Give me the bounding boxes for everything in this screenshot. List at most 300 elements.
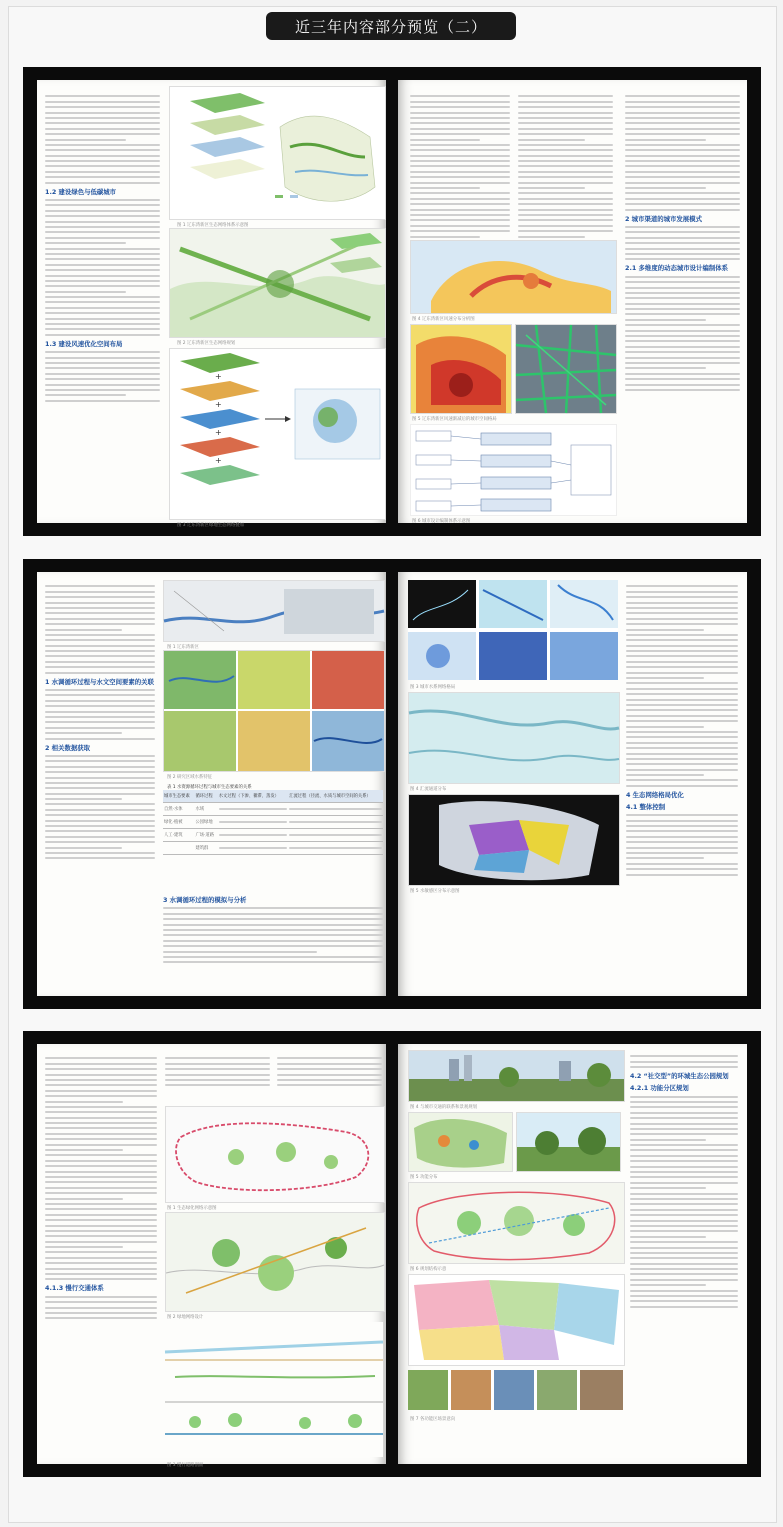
text-line [630, 1268, 738, 1270]
text-line [518, 198, 613, 200]
table-cell: 水域 [194, 803, 217, 816]
text-line [630, 1257, 738, 1259]
text-line [45, 650, 155, 652]
text-line [630, 1160, 738, 1162]
text-line [410, 160, 510, 162]
text-line [45, 106, 160, 108]
text-line [45, 221, 160, 223]
body-text-lines [45, 755, 155, 859]
spread-3-left-page [37, 1044, 386, 1468]
text-line [630, 1214, 738, 1216]
text-line [45, 1214, 157, 1216]
text-line [518, 236, 585, 238]
text-line [625, 144, 740, 146]
body-text-lines [163, 907, 383, 963]
text-line [625, 373, 740, 375]
text-line [630, 1176, 738, 1178]
text-line [45, 199, 160, 201]
text-line [45, 117, 160, 119]
text-line [625, 171, 740, 173]
text-line [45, 226, 160, 228]
text-line [410, 133, 510, 135]
text-line [625, 203, 740, 205]
text-line [45, 1312, 157, 1314]
body-text-lines [630, 1055, 738, 1068]
text-line [45, 1079, 157, 1081]
text-line [410, 225, 510, 227]
text-line [45, 323, 160, 325]
text-line [630, 1171, 738, 1173]
text-line [630, 1106, 738, 1108]
text-line [45, 1095, 157, 1097]
text-line [626, 661, 738, 663]
text-line [626, 874, 738, 876]
ecology-relationship-table [163, 790, 383, 855]
text-line [45, 1084, 157, 1086]
text-line [626, 726, 704, 728]
text-line [45, 171, 160, 173]
body-text-lines [45, 95, 160, 183]
section-heading: 2 城市渠道的城市发展模式 [625, 214, 702, 223]
text-line [45, 237, 160, 239]
text-line [630, 1273, 738, 1275]
text-line [45, 602, 155, 604]
text-line [45, 1257, 157, 1259]
text-line [45, 1278, 157, 1280]
text-line [277, 1057, 382, 1059]
text-line [410, 219, 510, 221]
text-line [626, 814, 738, 816]
text-line [45, 841, 155, 843]
section-heading: 1 水调循环过程与水文空间要素的关联 [45, 677, 154, 686]
text-line [45, 591, 155, 593]
svg-text:+: + [215, 456, 222, 465]
text-line [630, 1133, 738, 1135]
text-line [626, 688, 738, 690]
table-cell [163, 842, 194, 855]
text-line [45, 820, 155, 822]
figure-caption: 图 5 功能分布 [410, 1175, 438, 1180]
text-line [630, 1209, 738, 1211]
figure-caption: 图 2 辽东湾新区生态网络规划 [177, 341, 236, 346]
text-line [626, 623, 738, 625]
text-line [163, 956, 383, 958]
text-line [45, 738, 155, 740]
text-line [45, 351, 160, 353]
text-line [626, 655, 738, 657]
preview-title: 近三年内容部分预览（二） [266, 12, 516, 40]
text-line [45, 721, 155, 723]
figure-caption: 图 1 辽东湾新区生态网络体系示意图 [177, 223, 249, 228]
body-text-lines [45, 585, 155, 673]
figure-function-distribution [408, 1112, 513, 1172]
text-line [45, 357, 160, 359]
text-line [625, 297, 740, 299]
text-line [518, 187, 585, 189]
text-line [45, 814, 155, 816]
figure-scene-photo [516, 1112, 621, 1172]
text-line [626, 742, 738, 744]
text-line [45, 1176, 157, 1178]
table-cell: 广场·道路 [194, 829, 217, 842]
text-line [45, 182, 160, 184]
table-row [163, 829, 383, 842]
body-text-lines [45, 1057, 157, 1280]
text-line [163, 961, 383, 963]
text-line [626, 693, 738, 695]
text-line [630, 1139, 706, 1141]
text-line [625, 330, 740, 332]
text-line [45, 1133, 157, 1135]
table-cell [288, 803, 383, 816]
text-line [45, 830, 155, 832]
text-line [626, 596, 738, 598]
text-line [625, 292, 740, 294]
text-line [45, 378, 160, 380]
text-line [630, 1066, 738, 1068]
text-line [45, 155, 160, 157]
table-row [163, 816, 383, 829]
body-text-lines [630, 1096, 738, 1308]
text-line [626, 629, 704, 631]
section-heading: 2 相关数据获取 [45, 743, 91, 752]
text-line [410, 128, 510, 130]
text-line [45, 248, 160, 250]
text-line [630, 1236, 706, 1238]
text-line [45, 253, 160, 255]
figure-heat-map-a [410, 324, 512, 414]
text-line [45, 389, 160, 391]
text-line [45, 1262, 157, 1264]
text-line [45, 176, 160, 178]
text-line [45, 101, 160, 103]
table-cell: 自然·水体 [163, 803, 194, 816]
section-heading: 4.1.3 慢行交通体系 [45, 1284, 104, 1293]
text-line [163, 929, 383, 931]
text-line [625, 95, 740, 97]
text-line [626, 709, 738, 711]
text-line [626, 634, 738, 636]
text-line [630, 1193, 738, 1195]
text-line [626, 731, 738, 733]
text-line [45, 160, 160, 162]
figure-confluence-channels [408, 692, 620, 784]
text-line [165, 1079, 270, 1081]
text-line [625, 308, 740, 310]
figure-caption: 图 2 研究区域水系特征 [167, 775, 213, 780]
text-line [625, 335, 740, 337]
text-line [625, 231, 740, 233]
text-line [45, 803, 155, 805]
text-line [410, 106, 510, 108]
text-line [625, 258, 740, 260]
text-line [45, 149, 160, 151]
text-line [45, 612, 155, 614]
text-line [630, 1128, 738, 1130]
text-line [625, 313, 740, 315]
text-line [630, 1144, 738, 1146]
text-line [45, 585, 155, 587]
text-line [165, 1084, 270, 1086]
text-line [518, 209, 613, 211]
text-line [163, 918, 383, 920]
text-line [45, 705, 155, 707]
body-text-lines [626, 814, 738, 875]
text-line [626, 645, 738, 647]
text-line [630, 1225, 738, 1227]
text-line [630, 1252, 738, 1254]
figure-caption: 图 4 与城市交通的联系和景观规划 [410, 1105, 478, 1110]
table-cell [218, 842, 288, 855]
text-line [630, 1182, 738, 1184]
text-line [630, 1166, 738, 1168]
body-text-lines [625, 95, 740, 210]
text-line [45, 1111, 157, 1113]
text-line [626, 785, 738, 787]
text-column [625, 92, 740, 394]
text-line [45, 618, 155, 620]
table-cell: 人工·建筑 [163, 829, 194, 842]
text-line [163, 907, 383, 909]
figure-caption: 图 6 城市设计编制体系示意图 [412, 519, 471, 524]
text-line [518, 171, 613, 173]
text-column [163, 892, 383, 967]
figure-slow-road-sections [165, 1322, 383, 1457]
text-line [625, 362, 740, 364]
text-line [626, 607, 738, 609]
text-line [45, 1208, 157, 1210]
text-line [626, 779, 738, 781]
text-line [626, 666, 738, 668]
text-line [277, 1068, 382, 1070]
text-line [625, 357, 740, 359]
text-line [518, 95, 613, 97]
text-line [45, 1246, 123, 1248]
text-line [45, 328, 160, 330]
text-line [626, 639, 738, 641]
text-line [410, 139, 480, 141]
table-cell [218, 803, 288, 816]
text-line [45, 285, 160, 287]
text-line [518, 133, 613, 135]
text-line [45, 1057, 157, 1059]
text-line [45, 716, 155, 718]
text-line [626, 852, 738, 854]
text-line [45, 1273, 157, 1275]
figure-structure-plan [408, 1182, 625, 1264]
text-line [630, 1123, 738, 1125]
figure-eco-green-network [165, 1106, 385, 1203]
book-spread-1 [23, 67, 761, 536]
text-line [626, 618, 738, 620]
body-text-lines [410, 95, 510, 243]
text-line [45, 1160, 157, 1162]
body-text-lines [45, 199, 160, 336]
text-line [630, 1155, 738, 1157]
text-line [630, 1203, 738, 1205]
text-line [45, 607, 155, 609]
text-line [163, 940, 383, 942]
text-line [626, 612, 738, 614]
text-line [410, 149, 510, 151]
text-line [630, 1263, 738, 1265]
text-line [163, 924, 383, 926]
text-column [45, 1054, 157, 1323]
text-line [626, 736, 738, 738]
text-line [45, 1187, 157, 1189]
text-line [45, 400, 160, 402]
text-line [45, 1268, 157, 1270]
text-line [45, 264, 160, 266]
text-line [45, 122, 160, 124]
text-line [45, 1063, 157, 1065]
text-line [45, 1203, 157, 1205]
body-text-lines [45, 351, 160, 402]
body-text-lines [165, 1057, 270, 1086]
text-line [45, 1101, 123, 1103]
text-line [518, 214, 613, 216]
spread-1-left-page [37, 80, 386, 528]
text-line [45, 139, 126, 141]
text-line [410, 192, 510, 194]
text-line [625, 112, 740, 114]
text-line [277, 1063, 382, 1065]
figure-caption: 图 5 辽东湾新区风速渐减后的城市空间格局 [412, 417, 497, 422]
book-spread-3 [23, 1031, 761, 1477]
text-line [625, 139, 706, 141]
figure-caption: 图 7 各功能区场景意向 [410, 1417, 456, 1422]
figure-scene-thumbnails [408, 1370, 623, 1410]
spread-2-left-page [37, 572, 386, 996]
spread-3-right-page [398, 1044, 747, 1464]
text-line [518, 144, 613, 146]
section-heading: 4.1 整体控制 [626, 802, 666, 811]
text-line [626, 704, 738, 706]
text-line [518, 160, 613, 162]
text-line [45, 1181, 157, 1183]
text-line [163, 913, 383, 915]
table-header: 水文过程（下渗、蓄滞、蒸发） [218, 790, 288, 803]
text-line [626, 715, 738, 717]
section-heading: 4.2 “社交型”的环城生态公园规划 [630, 1072, 729, 1081]
text-line [518, 149, 613, 151]
text-line [45, 95, 160, 97]
figure-sensitive-area [408, 794, 620, 886]
text-line [45, 727, 155, 729]
figure-street-network [515, 324, 617, 414]
text-line [45, 307, 160, 309]
text-line [45, 144, 160, 146]
text-line [45, 809, 155, 811]
text-line [410, 165, 510, 167]
text-line [45, 280, 160, 282]
body-text-lines [625, 276, 740, 391]
text-line [410, 230, 510, 232]
text-line [410, 182, 510, 184]
figure-caption: 图 6 规划结构示意 [410, 1267, 447, 1272]
text-line [45, 1106, 157, 1108]
table-cell [288, 842, 383, 855]
text-line [625, 253, 740, 255]
table-header: 循环过程 [194, 790, 217, 803]
text-line [625, 101, 740, 103]
text-line [45, 296, 160, 298]
text-line [626, 650, 738, 652]
text-line [410, 236, 480, 238]
text-line [626, 825, 738, 827]
text-line [625, 248, 740, 250]
text-column [165, 1054, 270, 1090]
figure-traffic-connection [408, 1050, 625, 1102]
table-cell [218, 816, 288, 829]
text-line [625, 237, 740, 239]
figure-caption: 图 1 辽东湾新区 [167, 645, 199, 650]
text-line [630, 1241, 738, 1243]
text-line [45, 1117, 157, 1119]
text-line [45, 766, 155, 768]
text-line [518, 165, 613, 167]
section-heading: 2.1 多维度的动态城市设计编制体系 [625, 264, 729, 273]
text-line [410, 171, 510, 173]
text-line [630, 1112, 738, 1114]
table-cell [288, 816, 383, 829]
text-line [626, 677, 704, 679]
text-line [625, 340, 740, 342]
text-line [625, 242, 740, 244]
text-column [518, 92, 613, 246]
spread-1-right-page [398, 80, 747, 523]
text-line [45, 1122, 157, 1124]
text-column [277, 1054, 382, 1090]
text-line [45, 852, 155, 854]
text-line [630, 1101, 738, 1103]
text-line [45, 128, 160, 130]
text-line [626, 591, 738, 593]
figure-caption: 图 2 绿地网络设计 [167, 1315, 204, 1320]
svg-text:+: + [215, 372, 222, 381]
text-line [625, 281, 740, 283]
text-line [625, 389, 740, 391]
text-line [630, 1306, 738, 1308]
text-line [45, 1144, 157, 1146]
text-line [626, 672, 738, 674]
text-line [45, 215, 160, 217]
text-line [45, 782, 155, 784]
table-header: 城市生态要素 [163, 790, 194, 803]
text-line [518, 203, 613, 205]
text-line [45, 1219, 157, 1221]
text-line [626, 720, 738, 722]
text-column [630, 1052, 738, 1311]
text-line [626, 863, 738, 865]
text-line [45, 312, 160, 314]
table-row [163, 842, 383, 855]
text-line [45, 694, 155, 696]
text-line [626, 763, 738, 765]
text-line [518, 176, 613, 178]
text-line [626, 758, 738, 760]
text-line [45, 661, 155, 663]
text-line [625, 192, 740, 194]
body-text-lines [45, 1296, 157, 1320]
text-line [45, 1198, 123, 1200]
text-line [45, 1127, 157, 1129]
text-line [45, 210, 160, 212]
text-line [45, 269, 160, 271]
text-line [518, 225, 613, 227]
table-cell: 建筑群 [194, 842, 217, 855]
text-line [45, 1241, 157, 1243]
